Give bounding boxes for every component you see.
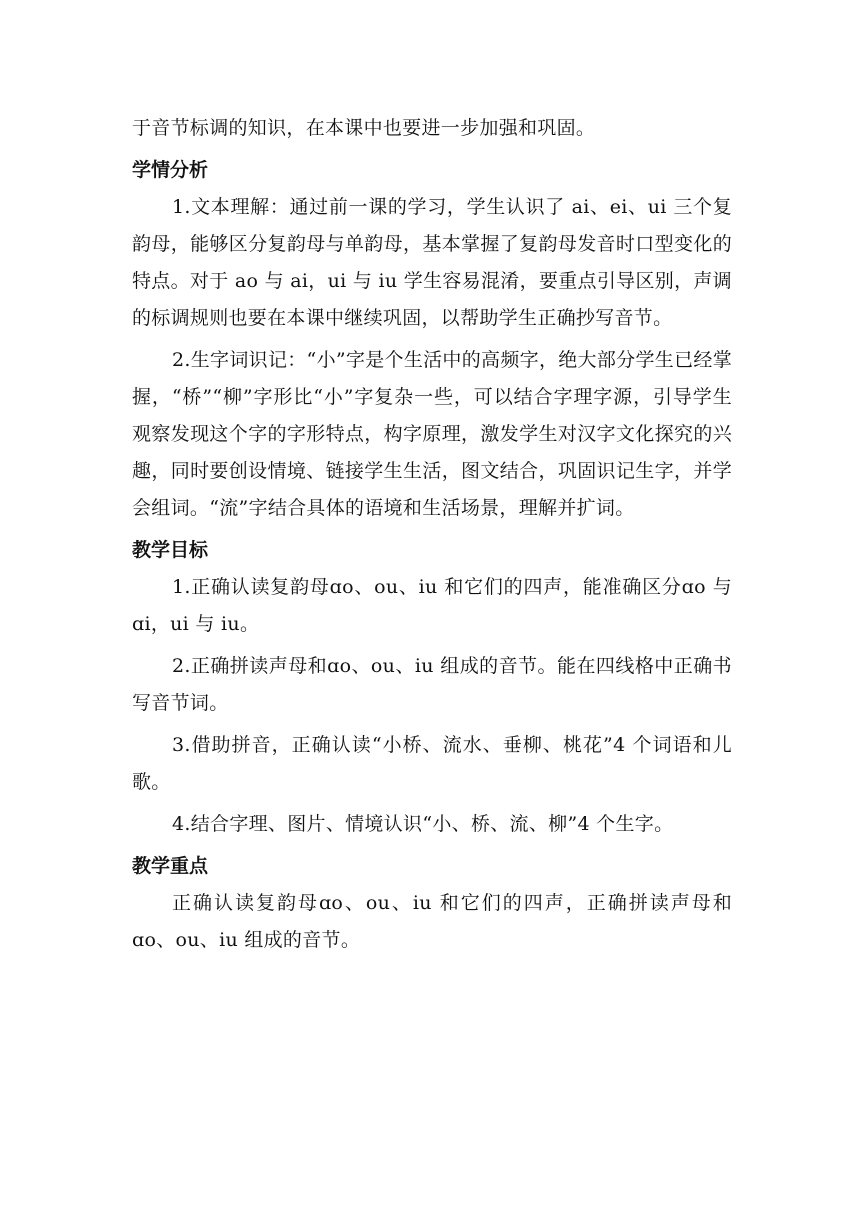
goal-item-2: 2.正确拼读声母和ɑo、ou、iu 组成的音节。能在四线格中正确书写音节词。	[132, 655, 732, 714]
document-page	[132, 110, 732, 959]
goal-item-3: 3.借助拼音，正确认读“小桥、流水、垂柳、桃花”4 个词语和儿歌。	[132, 734, 732, 793]
intro-paragraph: 于音节标调的知识，在本课中也要进一步加强和巩固。	[132, 117, 596, 139]
analysis-paragraph-character-recognition: 2.生字词识记：“小”字是个生活中的高频字，绝大部分学生已经掌握，“桥”“柳”字形比“小”字复杂一些，可以结合字理字源，引导学生观察发现这个字的字形特点，构字原理，激发学生对汉字文化探究的兴趣，同时要创设情境、链接学生生活，图文结合，巩固识记生字，并学会组词。“流”字结合具体的语境和生活场景，理解并扩词。	[132, 349, 732, 519]
goal-item-4: 4.结合字理、图片、情境认识“小、桥、流、柳”4 个生字。	[172, 813, 674, 835]
goal-item-1: 1.正确认读复韵母ɑo、ou、iu 和它们的四声，能准确区分ɑo 与ɑi，ui 与 iu。	[132, 576, 732, 635]
analysis-paragraph-text-understanding: 1.文本理解：通过前一课的学习，学生认识了 ai、ei、ui 三个复韵母，能够区分复韵母与单韵母，基本掌握了复韵母发音时口型变化的特点。对于 ao 与 ai，ui 与 iu 学生容易混淆，要重点引导区别，声调的标调规则也要在本课中继续巩固，以帮助学生正确抄写音节。	[132, 196, 732, 329]
heading-teaching-goals: 教学目标	[132, 539, 209, 561]
heading-teaching-focus: 教学重点	[132, 855, 209, 877]
heading-student-analysis: 学情分析	[132, 159, 209, 181]
focus-paragraph: 正确认读复韵母ɑo、ou、iu 和它们的四声，正确拼读声母和ɑo、ou、iu 组成的音节。	[132, 892, 732, 951]
